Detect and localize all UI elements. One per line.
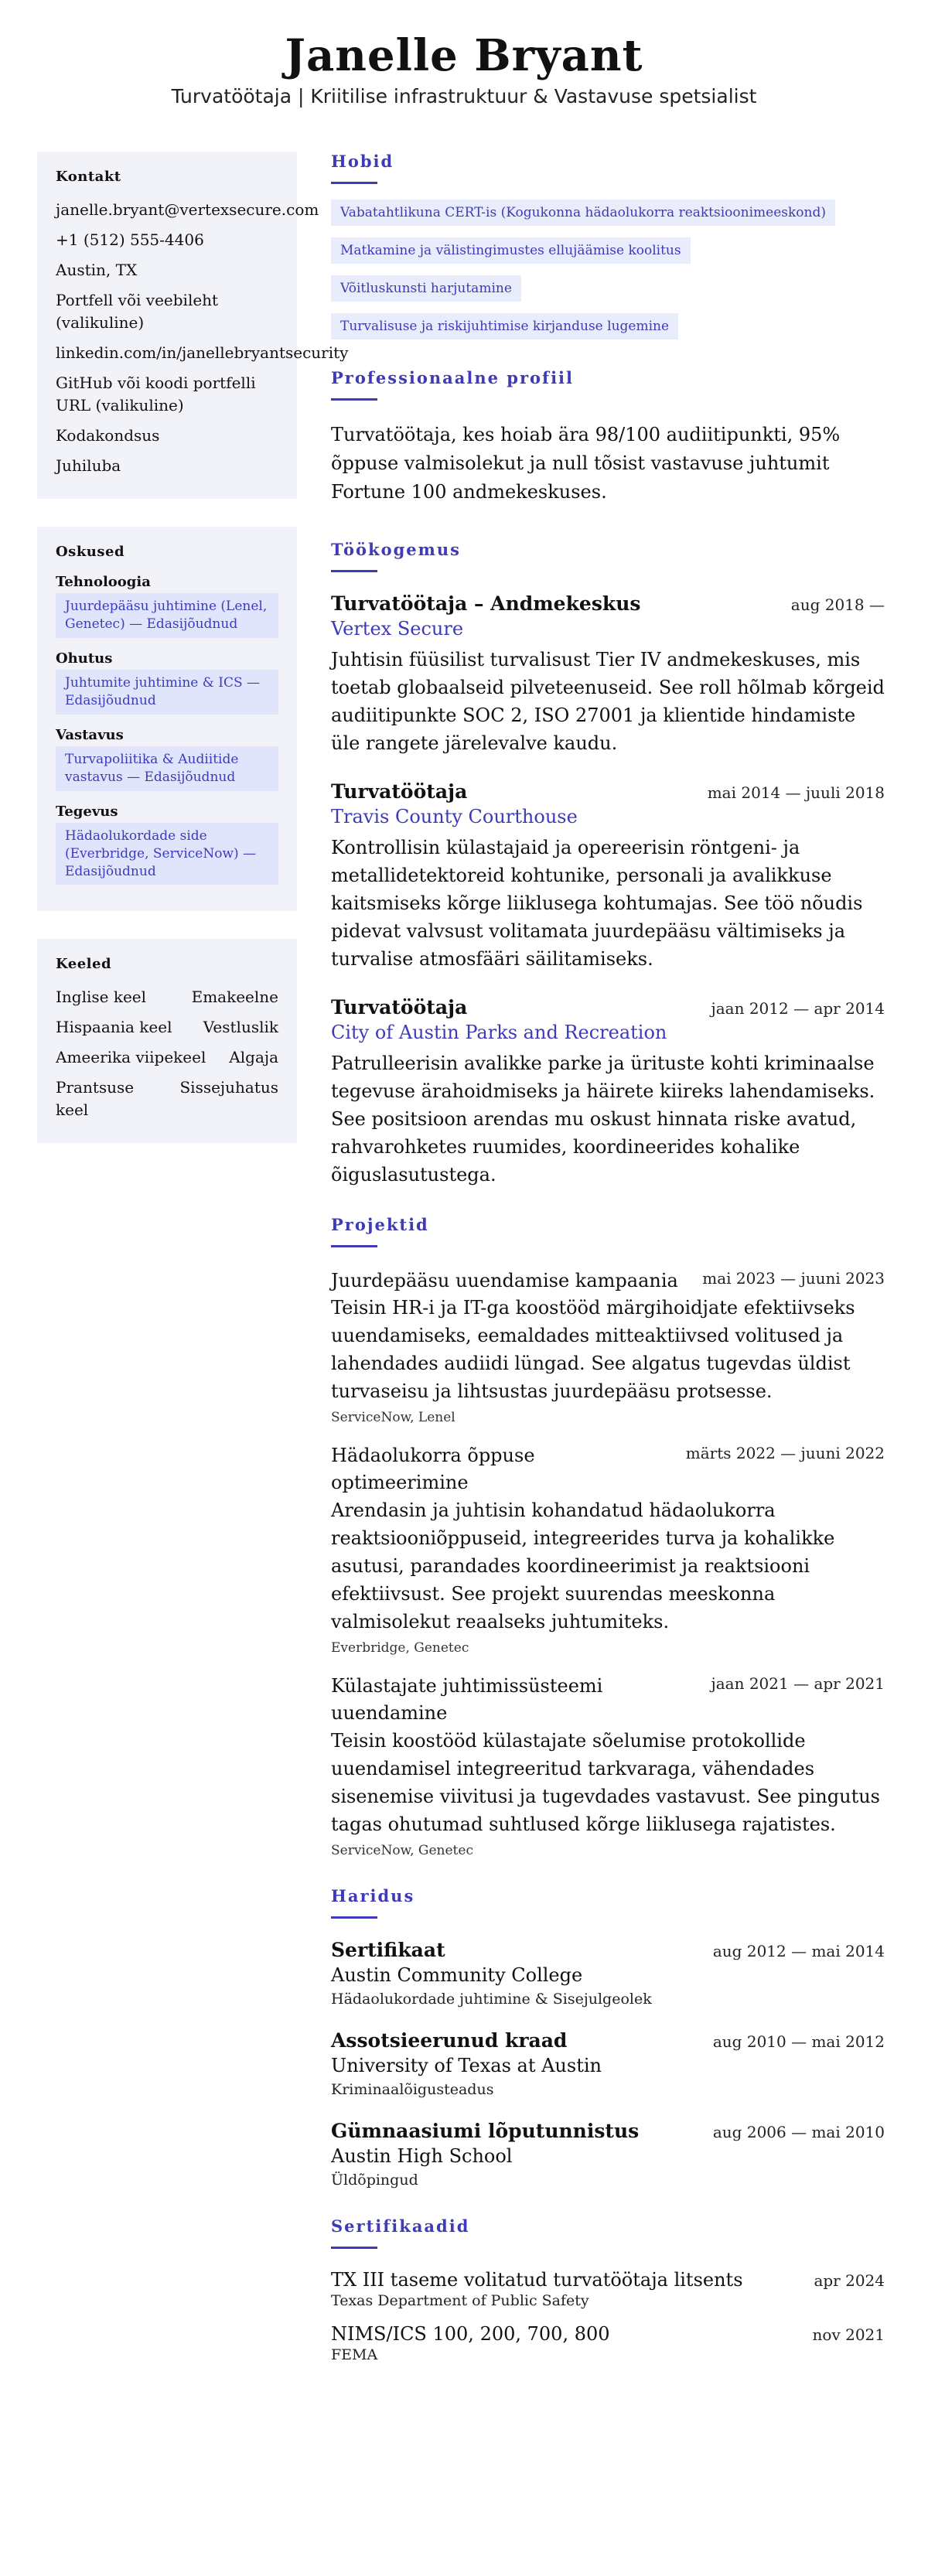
language-level: Sissejuhatus [179, 1078, 278, 1097]
education-date: aug 2010 — mai 2012 [712, 2032, 885, 2051]
section-divider [331, 398, 377, 401]
hobby-tag: Vabatahtlikuna CERT-is (Kogukonna hädaolukorra reaktsioonimeeskond) [331, 200, 835, 226]
languages-heading: Keeled [56, 956, 112, 973]
education-degree: Sertifikaat [331, 1938, 445, 1961]
education-entry [331, 2120, 885, 2189]
candidate-title: Turvatöötaja | Kriitilise infrastruktuur & Vastavuse spetsialist [171, 85, 757, 108]
certification-date: apr 2024 [814, 2271, 885, 2290]
job-description: Juhtisin füüsilist turvalisust Tier IV andmekeskuses, mis toetab globaalseid pilveteenuseid. See roll hõlmab kõrgeid audiitipunkte SOC 2, ISO 27001 ja klientide hindamiste üle rangete järelevalve kaudu. [331, 648, 885, 754]
profile-summary: Turvatöötaja, kes hoiab ära 98/100 audiitipunkti, 95% õppuse valmisolekut ja null tõsist vastavuse juhtumit Fortune 100 andmekeskuses. [331, 424, 841, 503]
resume-header [0, 31, 928, 107]
language-level: Vestluslik [203, 1018, 278, 1037]
language-level: Emakeelne [191, 988, 278, 1007]
certification-entry [331, 2269, 885, 2309]
job-description: Patrulleerisin avalikke parke ja ürituste kohti kriminaalse tegevuse ärahoidmiseks ja häirete kiireks lahendamiseks. See positsioon arendas mu oskust hinnata riske avatud, rahvarohketes ruumides, koordineerides kohalike õiguslasutustega. [331, 1052, 875, 1186]
job-organization: Travis County Courthouse [331, 805, 578, 827]
experience-section [331, 540, 885, 1189]
candidate-name: Janelle Bryant [285, 30, 643, 81]
language-row [56, 1046, 278, 1069]
project-description: Teisin HR-i ja IT-ga koostööd märgihoidjate efektiivseks uuendamiseks, eemaldades mitteaktiivsed volitused ja lahendades audiidi lüngad. See algatus tugevdas üldist turvaseisu ja lihtsustas juurdepääsu protsesse. [331, 1297, 855, 1403]
education-field: Hädaolukordade juhtimine & Sisejulgeolek [331, 1990, 652, 2008]
contact-phone[interactable]: +1 (512) 555-4406 [56, 230, 204, 249]
skill-category: Tegevus [56, 803, 118, 820]
hobby-tag: Matkamine ja välistingimustes ellujäämise koolitus [331, 237, 691, 264]
contact-github[interactable]: GitHub või koodi portfelli URL (valikuline) [56, 374, 256, 415]
job-date: aug 2018 — [790, 595, 885, 614]
certifications-section [331, 2216, 885, 2363]
project-entry [331, 1673, 885, 1858]
project-description: Teisin koostööd külastajate sõelumise protokollide uuendamisel integreeritud tarkvaraga, vähendades sisenemise viivitusi ja tugevdades vastavust. See pingutus tagas ohutumad suhtlused kõrge liiklusega rajatistes. [331, 1729, 880, 1835]
job-title: Turvatöötaja – Andmekeskus [331, 592, 641, 615]
contact-linkedin[interactable]: linkedin.com/in/janellebryantsecurity [56, 343, 349, 362]
certification-issuer: Texas Department of Public Safety [331, 2291, 589, 2309]
job-title: Turvatöötaja [331, 780, 468, 803]
education-school: Austin Community College [331, 1964, 583, 1986]
skill-tag: Turvapoliitika & Audiitide vastavus — Edasijõudnud [56, 746, 278, 791]
certifications-heading: Sertifikaadid [331, 2216, 470, 2236]
sidebar [37, 152, 349, 1171]
certification-date: nov 2021 [812, 2325, 885, 2344]
job-entry [331, 996, 885, 1189]
job-date: mai 2014 — juuli 2018 [707, 783, 885, 802]
education-entry [331, 2029, 885, 2098]
education-degree: Assotsieerunud kraad [331, 2028, 568, 2052]
section-divider [331, 1245, 377, 1247]
skill-tag: Hädaolukordade side (Everbridge, ServiceNow) — Edasijõudnud [56, 823, 278, 885]
job-organization: City of Austin Parks and Recreation [331, 1021, 667, 1043]
contact-portfolio[interactable]: Portfell või veebileht (valikuline) [56, 291, 219, 332]
hobbies-section [331, 152, 885, 351]
contact-license: Juhiluba [56, 456, 121, 475]
language-row [56, 1076, 278, 1121]
projects-section [331, 1215, 885, 1858]
language-name: Ameerika viipekeel [56, 1048, 206, 1067]
certification-entry [331, 2323, 885, 2363]
language-row [56, 1016, 278, 1039]
education-field: Üldõpingud [331, 2171, 418, 2189]
education-date: aug 2012 — mai 2014 [712, 1941, 885, 1960]
education-date: aug 2006 — mai 2010 [712, 2122, 885, 2141]
education-entry [331, 1939, 885, 2008]
job-entry [331, 780, 885, 973]
hobbies-heading: Hobid [331, 152, 394, 171]
profile-heading: Professionaalne profiil [331, 368, 575, 387]
skills-card [37, 527, 297, 911]
section-divider [331, 1916, 377, 1919]
certification-name: NIMS/ICS 100, 200, 700, 800 [331, 2322, 610, 2345]
skill-category: Tehnoloogia [56, 574, 151, 590]
skills-heading: Oskused [56, 544, 125, 560]
main-content [331, 152, 885, 2377]
education-field: Kriminaalõigusteadus [331, 2080, 494, 2098]
certification-issuer: FEMA [331, 2346, 378, 2363]
project-title: Juurdepääsu uuendamise kampaania [331, 1269, 678, 1291]
skill-tag: Juhtumite juhtimine & ICS — Edasijõudnud [56, 670, 278, 715]
section-divider [331, 182, 377, 184]
project-title: Külastajate juhtimissüsteemi uuendamine [331, 1674, 603, 1724]
contact-location: Austin, TX [56, 261, 138, 279]
job-entry [331, 592, 885, 757]
hobby-tag: Turvalisuse ja riskijuhtimise kirjanduse lugemine [331, 313, 678, 339]
job-organization: Vertex Secure [331, 617, 464, 640]
job-date: jaan 2012 — apr 2014 [711, 998, 885, 1018]
education-school: Austin High School [331, 2144, 513, 2167]
project-tech: ServiceNow, Lenel [331, 1410, 455, 1426]
skill-category: Vastavus [56, 726, 124, 743]
project-description: Arendasin ja juhtisin kohandatud hädaolukorra reaktsiooniõppuseid, integreerides turva ja kohalikke asutusi, parandades koordineerimist ja reaktsiooni efektiivsust. See projekt suurendas meeskonna valmisolekut reaalseks juhtumiteks. [331, 1499, 835, 1633]
projects-heading: Projektid [331, 1214, 429, 1234]
project-entry [331, 1442, 885, 1656]
language-name: Inglise keel [56, 988, 147, 1007]
education-section [331, 1886, 885, 2189]
project-date: jaan 2021 — apr 2021 [711, 1674, 885, 1693]
project-tech: ServiceNow, Genetec [331, 1842, 473, 1858]
language-level: Algaja [229, 1048, 278, 1067]
job-title: Turvatöötaja [331, 995, 468, 1018]
contact-card [37, 152, 349, 499]
section-divider [331, 570, 377, 572]
language-row [56, 986, 278, 1008]
project-date: mai 2023 — juuni 2023 [702, 1268, 885, 1288]
hobby-tag: Võitluskunsti harjutamine [331, 275, 521, 302]
language-name: Prantsuse keel [56, 1078, 135, 1120]
certification-name: TX III taseme volitatud turvatöötaja litsents [331, 2268, 743, 2291]
project-title: Hädaolukorra õppuse optimeerimine [331, 1445, 535, 1494]
project-entry [331, 1268, 885, 1426]
education-heading: Haridus [331, 1885, 415, 1906]
job-description: Kontrollisin külastajaid ja opereerisin röntgeni- ja metallidetektoreid kohtunike, personali ja avalikkuse kaitsmiseks kõrge liiklusega kohtumajas. See töö nõudis pidevat valvsust volitamata juurdepääsu vältimiseks ja turvalise atmosfääri säilitamiseks. [331, 836, 863, 970]
contact-email[interactable]: janelle.bryant@vertexsecure.com [56, 200, 319, 219]
education-degree: Gümnaasiumi lõputunnistus [331, 2119, 640, 2142]
experience-heading: Töökogemus [331, 539, 461, 559]
education-school: University of Texas at Austin [331, 2054, 602, 2076]
section-divider [331, 2247, 377, 2249]
project-date: märts 2022 — juuni 2022 [685, 1444, 885, 1463]
language-name: Hispaania keel [56, 1018, 172, 1037]
project-tech: Everbridge, Genetec [331, 1639, 469, 1656]
profile-section [331, 368, 885, 507]
languages-card [37, 939, 297, 1143]
skill-category: Ohutus [56, 650, 113, 667]
contact-heading: Kontakt [56, 169, 121, 185]
skill-tag: Juurdepääsu juhtimine (Lenel, Genetec) — Edasijõudnud [56, 593, 278, 638]
contact-citizenship: Kodakondsus [56, 426, 160, 445]
